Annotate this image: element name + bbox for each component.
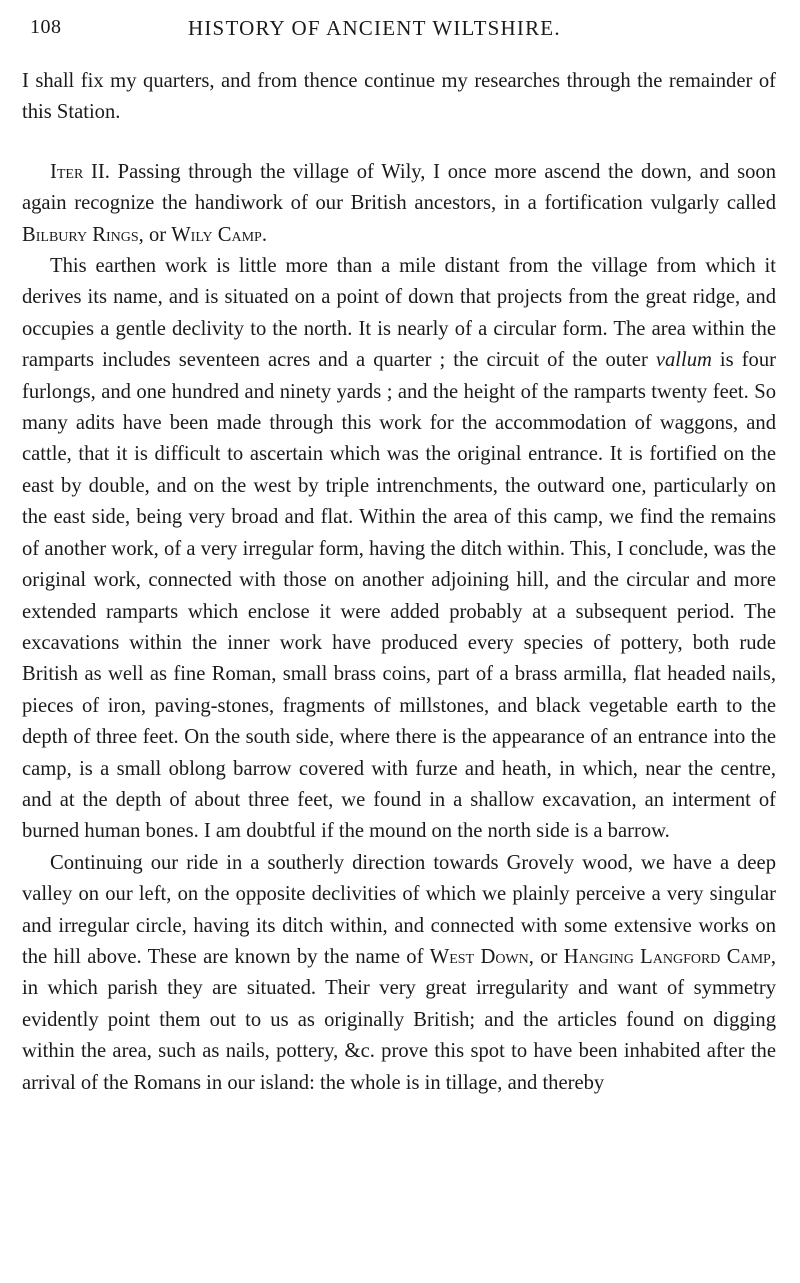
paragraph-text: , in which parish they are situated. Their very great irregularity and want of symmetry evidently point them out to us as originally British; and the articles found on digging within the area, such as nails, pottery, &c. prove this spot to have been inhabited after the arrival of the Romans in our island: the whole is in tillage, and thereby — [22, 945, 776, 1094]
place-name: Bilbury Rings — [22, 223, 139, 246]
paragraph-text: Passing through the village of Wily, I once more ascend the down, and soon again recognize the handiwork of our British ancestors, in a fortification vulgarly called — [22, 160, 776, 215]
running-title: HISTORY OF ANCIENT WILTSHIRE. — [188, 16, 561, 40]
place-name: West Down — [429, 945, 529, 968]
section-break — [22, 129, 776, 157]
page-number: 108 — [30, 16, 62, 38]
paragraph-text: , or — [528, 945, 564, 968]
paragraph-text: . — [261, 223, 267, 246]
paragraph-text: is four furlongs, and one hundred and ninety yards ; and the height of the ramparts twenty feet. So many adits have been made through this work for the accommodation of waggons, and cattle, that it is difficult to ascertain which was the original entrance. It is fortified on the east by double, and on the west by triple intrenchments, the outward one, particularly on the east side, being very broad and flat. Within the area of this camp, we find the remains of another work, of a very irregular form, having the ditch within. This, I conclude, was the original work, connected with those on another adjoining hill, and the circular and more extended ramparts which enclose it were added probably at a subsequent period. The excavations within the inner work have produced every species of pottery, both rude British as well as fine Roman, small brass coins, part of a brass armilla, flat headed nails, pieces of iron, paving-stones, fragments of millstones, and black vegetable earth to the depth of three feet. On the south side, where there is the appearance of an entrance into the camp, is a small oblong barrow covered with furze and heath, in which, near the centre, and at the depth of about three feet, we found in a shallow excavation, an interment of burned human bones. I am doubtful if the mound on the north side is a barrow. — [22, 349, 776, 843]
paragraph-text: I shall fix my quarters, and from thence continue my researches through the remainder of this Station. — [22, 70, 776, 124]
paragraph-continuing — [22, 848, 776, 1099]
paragraph-intro — [22, 66, 776, 129]
paragraph-iter-ii — [22, 157, 776, 251]
paragraph-earthwork — [22, 251, 776, 848]
place-name: Wily Camp — [171, 223, 262, 246]
paragraph-text: , or — [138, 223, 172, 246]
place-name: Hanging Langford Camp — [563, 945, 771, 968]
paragraph-text: This earthen work is little more than a mile distant from the village from which it derives its name, and is situated on a point of down that projects from the great ridge, and occupies a gentle declivity to the north. It is nearly of a circular form. The area within the ramparts includes seventeen acres and a quarter ; the circuit of the outer — [22, 255, 776, 372]
iter-label: Iter II. — [50, 160, 110, 183]
italic-term: vallum — [655, 349, 712, 372]
body-text — [22, 66, 776, 1099]
paragraph-text: Continuing our ride in a southerly direction towards Grovely wood, we have a deep valley on our left, on the opposite declivities of which we plainly perceive a very singular and irregular circle, having its ditch within, and connected with some extensive works on the hill above. These are known by the name of — [22, 851, 776, 968]
page-header — [0, 16, 800, 50]
